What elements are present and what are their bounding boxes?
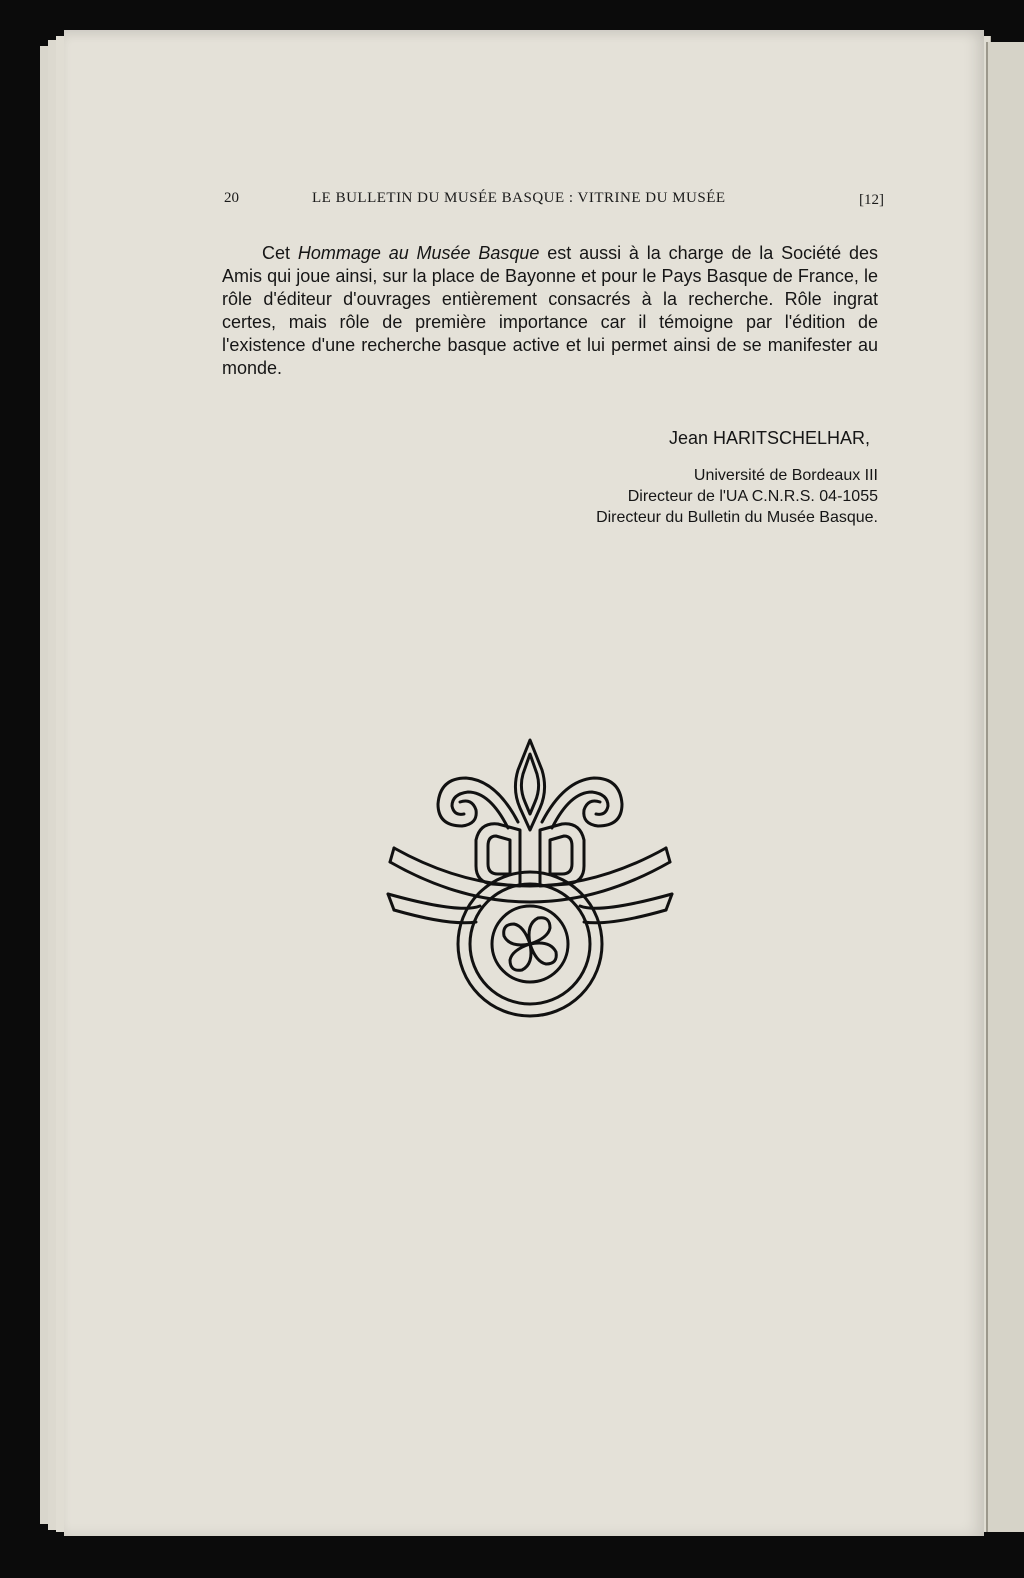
affiliation-line: Université de Bordeaux III: [693, 467, 878, 484]
signature-block: [484, 428, 878, 528]
paragraph-italic-title: Hommage au Musée Basque: [297, 243, 540, 263]
affiliation-line: Directeur du Bulletin du Musée Basque.: [596, 509, 878, 526]
book-page: [64, 30, 984, 1536]
page-number: 20: [224, 190, 239, 206]
paragraph: [222, 242, 878, 380]
running-title: LE BULLETIN DU MUSÉE BASQUE : VITRINE DU MUSÉE: [312, 190, 726, 206]
body-text: [222, 242, 878, 380]
paragraph-rest: est aussi à la charge de la Société des Amis qui joue ainsi, sur la place de Bayonne et pour le Pays Basque de France, le rôle d'éditeur d'ouvrages entièrement consacrés à la recherche. Rôle ingrat certes, mais rôle de première importance car il témoigne par l'édition de l'existence d'une recherche basque active et lui permet ainsi de se manifester au monde.: [222, 243, 878, 378]
paragraph-lead: Cet: [262, 243, 298, 263]
affiliation-line: Directeur de l'UA C.N.R.S. 04-1055: [627, 488, 878, 505]
author-name: Jean HARITSCHELHAR,: [668, 428, 870, 448]
running-header: [224, 190, 884, 216]
basque-lauburu-emblem-icon: [380, 730, 680, 1020]
facing-page-edge: [986, 42, 1024, 1532]
page-reference: [12]: [859, 192, 884, 208]
